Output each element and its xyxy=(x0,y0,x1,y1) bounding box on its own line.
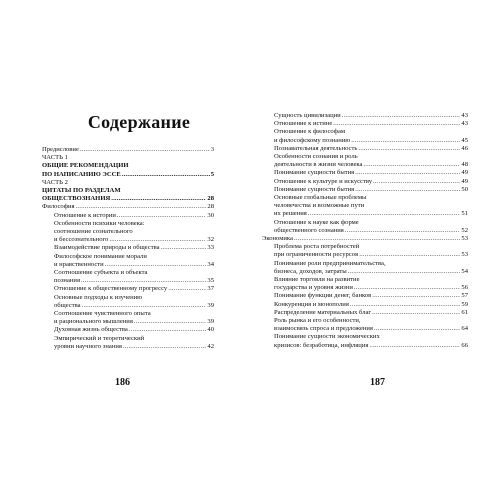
toc-entry xyxy=(274,169,468,177)
toc-entry-text: Соотношение чувственного опыта xyxy=(54,310,151,318)
toc-leader-dots xyxy=(369,342,460,350)
toc-entry-text: Понимание роли предпринимательства, xyxy=(274,259,386,267)
toc-leader-dots xyxy=(117,212,207,220)
page-number-left: 186 xyxy=(115,377,130,388)
toc-entry-text: Распределение материальных благ xyxy=(274,308,372,316)
toc-entry-text: соотношение сознательного xyxy=(54,228,133,236)
toc-entry xyxy=(274,219,468,227)
toc-entry xyxy=(274,128,468,136)
toc-entry xyxy=(42,162,214,170)
toc-leader-dots xyxy=(111,195,206,203)
toc-entry-text: Отношение к науке как форме xyxy=(274,218,359,226)
toc-entry-page: 51 xyxy=(461,210,468,218)
toc-entry-text: деятельности в жизни человека xyxy=(274,161,363,169)
toc-leader-dots xyxy=(308,210,461,218)
toc-entry xyxy=(274,137,468,145)
toc-entry-page: 43 xyxy=(461,112,468,119)
toc-leader-dots xyxy=(161,244,207,252)
toc-entry xyxy=(54,335,214,343)
toc-leader-dots xyxy=(372,309,460,317)
toc-leader-dots xyxy=(109,236,206,244)
toc-entry-text: Основные подходы к изучению xyxy=(54,293,143,301)
toc-entry-page: 50 xyxy=(461,185,468,193)
toc-entry-text: Понимание сущности бытия xyxy=(274,169,355,177)
toc-entry-page: 53 xyxy=(461,235,468,243)
toc-entry xyxy=(54,294,214,302)
toc-entry xyxy=(54,244,214,252)
toc-entry xyxy=(274,227,468,235)
toc-entry xyxy=(274,301,468,309)
toc-entry-text: Понимание функции денег, банков xyxy=(274,292,372,300)
toc-entry-page: 28 xyxy=(207,203,214,211)
toc-list-right xyxy=(250,112,500,350)
toc-leader-dots xyxy=(294,235,460,243)
toc-entry-page: 30 xyxy=(207,211,214,219)
toc-entry-text: Отношение к общественному прогрессу xyxy=(54,285,168,293)
toc-entry-text: Отношение к культуре и искусству xyxy=(274,177,373,185)
toc-entry xyxy=(274,186,468,194)
toc-entry xyxy=(274,112,468,120)
toc-entry-page: 54 xyxy=(461,267,468,275)
toc-leader-dots xyxy=(355,169,460,177)
toc-entry xyxy=(42,195,214,203)
toc-entry-text: ЦИТАТЫ ПО РАЗДЕЛАМ xyxy=(42,187,121,195)
toc-leader-dots xyxy=(373,178,460,186)
toc-entry-text: Основные глобальные проблемы xyxy=(274,194,367,202)
toc-entry-text: Конкуренция и монополия xyxy=(274,300,349,308)
toc-entry xyxy=(42,154,214,162)
toc-entry-text: Философское понимание морали xyxy=(54,252,147,260)
toc-entry xyxy=(54,269,214,277)
toc-entry xyxy=(274,243,468,251)
toc-leader-dots xyxy=(351,137,460,145)
toc-entry-page: 61 xyxy=(461,308,468,316)
toc-entry-page: 56 xyxy=(461,284,468,292)
toc-entry xyxy=(54,326,214,334)
toc-entry xyxy=(54,228,214,236)
toc-leader-dots xyxy=(363,161,460,169)
toc-entry xyxy=(274,333,468,341)
toc-entry xyxy=(54,236,214,244)
toc-entry-page: 40 xyxy=(207,326,214,334)
toc-entry xyxy=(274,178,468,186)
toc-entry-page: 33 xyxy=(207,244,214,252)
toc-entry xyxy=(274,251,468,259)
toc-leader-dots xyxy=(355,186,460,194)
toc-entry-page: 35 xyxy=(207,277,214,285)
toc-entry-text: бизнеса, доходов, затраты xyxy=(274,267,347,275)
toc-entry-text: общественного сознания xyxy=(274,226,344,234)
toc-leader-dots xyxy=(372,292,460,300)
toc-entry-text: Эмпирический и теоретический xyxy=(54,334,145,342)
toc-entry xyxy=(54,277,214,285)
toc-entry-text: Отношение к философам xyxy=(274,128,346,136)
toc-entry-page: 48 xyxy=(461,161,468,169)
toc-entry-page: 49 xyxy=(461,177,468,185)
toc-entry-text: Особенности психики человека: xyxy=(54,219,145,227)
toc-entry-text: Взаимодействие природы и общества xyxy=(54,244,160,252)
toc-entry xyxy=(274,194,468,202)
toc-entry-text: кризисов: безработица, инфляция xyxy=(274,341,369,349)
toc-entry xyxy=(42,179,214,187)
toc-leader-dots xyxy=(168,285,206,293)
toc-leader-dots xyxy=(129,326,207,334)
toc-entry-page: 64 xyxy=(461,325,468,333)
toc-entry xyxy=(274,120,468,128)
toc-entry xyxy=(54,318,214,326)
toc-entry-page: 53 xyxy=(461,251,468,259)
toc-entry xyxy=(42,203,214,211)
toc-entry xyxy=(274,202,468,210)
toc-entry-page: 43 xyxy=(461,120,468,128)
toc-leader-dots xyxy=(374,325,460,333)
toc-entry-text: Экономика xyxy=(262,235,293,243)
toc-entry xyxy=(54,302,214,310)
toc-leader-dots xyxy=(105,261,207,269)
toc-entry-text: Особенности сознания и роль xyxy=(274,153,358,161)
toc-leader-dots xyxy=(358,145,460,153)
toc-leader-dots xyxy=(76,203,207,211)
toc-entry-page: 28 xyxy=(207,195,214,203)
page-number-right: 187 xyxy=(370,377,385,388)
toc-entry xyxy=(274,342,468,350)
toc-entry-text: Философия xyxy=(42,203,75,211)
toc-entry-text: Понимание сущности экономических xyxy=(274,333,380,341)
toc-entry-text: познания xyxy=(54,277,80,285)
toc-entry xyxy=(54,285,214,293)
toc-entry xyxy=(42,146,214,154)
toc-entry-text: взаимосвязь спроса и предложения xyxy=(274,325,373,333)
toc-entry-page: 39 xyxy=(207,301,214,309)
toc-entry-text: Отношение к истории xyxy=(54,211,116,219)
toc-entry-text: уровни научного знания xyxy=(54,342,122,350)
toc-leader-dots xyxy=(350,301,461,309)
toc-entry-text: при ограниченности ресурсов xyxy=(274,251,359,259)
toc-entry-text: ПО НАПИСАНИЮ ЭССЕ xyxy=(42,170,121,178)
toc-entry-page: 52 xyxy=(461,226,468,234)
toc-entry-text: Проблема роста потребностей xyxy=(274,243,360,251)
toc-leader-dots xyxy=(134,318,207,326)
toc-entry-text: Понимание сущности бытия xyxy=(274,185,355,193)
toc-entry-text: общества xyxy=(54,301,81,309)
toc-entry xyxy=(274,317,468,325)
toc-entry xyxy=(54,310,214,318)
toc-title: Содержание xyxy=(87,112,191,132)
toc-entry xyxy=(54,343,214,351)
toc-entry-text: и бессознательного xyxy=(54,236,109,244)
toc-entry-text: Сущность цивилизации xyxy=(274,112,341,119)
toc-entry-page: 42 xyxy=(207,342,214,350)
toc-entry-page: 49 xyxy=(461,169,468,177)
toc-entry-text: ЧАСТЬ 1 xyxy=(42,154,68,162)
right-page xyxy=(250,0,500,500)
toc-entry-text: ЧАСТЬ 2 xyxy=(42,178,68,186)
toc-entry-text: Роль рынка и его особенности, xyxy=(274,317,361,325)
toc-leader-dots xyxy=(342,112,461,120)
toc-entry-page: 59 xyxy=(461,300,468,308)
toc-entry-page: 37 xyxy=(207,285,214,293)
toc-entry xyxy=(274,309,468,317)
toc-entry-page: 66 xyxy=(461,341,468,349)
toc-entry xyxy=(274,145,468,153)
toc-entry-text: государства и уровня жизни xyxy=(274,284,353,292)
toc-entry-text: человечества и возможные пути xyxy=(274,202,365,210)
toc-leader-dots xyxy=(348,268,461,276)
toc-entry xyxy=(54,253,214,261)
toc-entry xyxy=(274,284,468,292)
toc-entry-page: 39 xyxy=(207,318,214,326)
toc-entry-page: 34 xyxy=(207,260,214,268)
toc-entry xyxy=(54,220,214,228)
toc-entry-text: и рационального мышления xyxy=(54,318,133,326)
toc-leader-dots xyxy=(359,251,460,259)
toc-entry-text: Влияние торговли на развитие xyxy=(274,276,360,284)
toc-entry-page: 5 xyxy=(210,170,214,178)
toc-entry xyxy=(42,187,214,195)
toc-list-left xyxy=(0,146,250,351)
toc-entry xyxy=(274,260,468,268)
toc-leader-dots xyxy=(81,277,206,285)
toc-entry xyxy=(274,268,468,276)
toc-leader-dots xyxy=(123,343,207,351)
toc-entry xyxy=(54,261,214,269)
toc-entry-text: Отношение к истине xyxy=(274,120,333,128)
toc-leader-dots xyxy=(122,171,210,179)
toc-entry-text: и философскому познанию xyxy=(274,136,351,144)
toc-entry-text: их решения xyxy=(274,210,307,218)
toc-entry xyxy=(274,153,468,161)
toc-entry-page: 46 xyxy=(461,144,468,152)
toc-entry-page: 3 xyxy=(210,146,214,153)
toc-entry-text: ОБЩЕСТВОЗНАНИЯ xyxy=(42,195,111,203)
toc-entry-text: Предисловие xyxy=(42,146,79,153)
toc-entry-text: ОБЩИЕ РЕКОМЕНДАЦИИ xyxy=(42,162,129,170)
toc-leader-dots xyxy=(354,284,461,292)
toc-entry-page: 57 xyxy=(461,292,468,300)
toc-entry-text: Духовная жизнь общества xyxy=(54,326,128,334)
toc-entry-text: и нравственности xyxy=(54,260,104,268)
toc-entry xyxy=(274,210,468,218)
toc-entry xyxy=(274,161,468,169)
toc-entry xyxy=(262,235,468,243)
toc-leader-dots xyxy=(82,302,207,310)
toc-entry-text: Соотношение субъекта и объекта xyxy=(54,269,148,277)
toc-entry-text: Познавательная деятельность xyxy=(274,144,358,152)
toc-entry xyxy=(274,292,468,300)
toc-entry-page: 32 xyxy=(207,236,214,244)
toc-leader-dots xyxy=(333,120,460,128)
toc-entry-page: 45 xyxy=(461,136,468,144)
toc-entry xyxy=(42,171,214,179)
toc-entry xyxy=(274,276,468,284)
toc-entry xyxy=(54,212,214,220)
toc-leader-dots xyxy=(345,227,461,235)
toc-leader-dots xyxy=(80,146,210,154)
toc-entry xyxy=(274,325,468,333)
